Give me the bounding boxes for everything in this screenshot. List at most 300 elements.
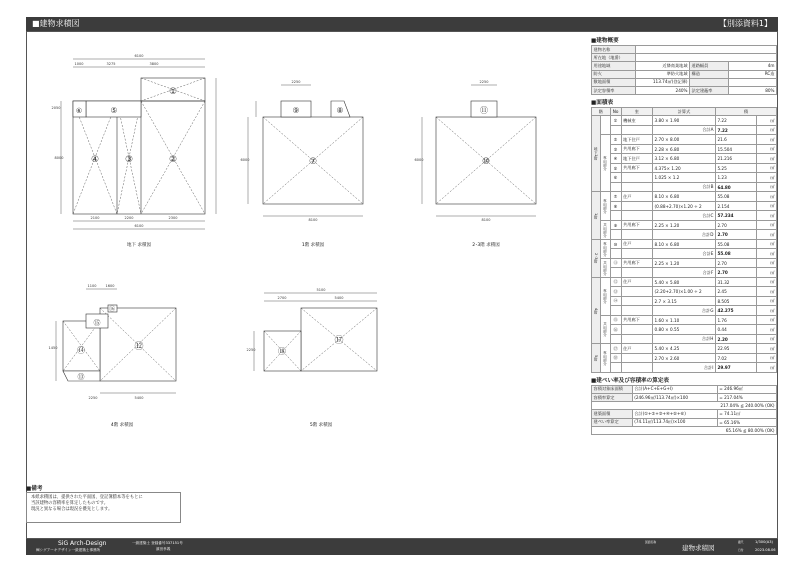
area-no <box>610 306 621 316</box>
area-room: 共用廊下 <box>621 163 652 173</box>
area-no: ⑯ <box>610 325 621 335</box>
area-unit: ㎡ <box>756 287 776 297</box>
area-calc: 合計I <box>653 363 716 373</box>
area-calc: 5.40 × 5.80 <box>653 277 716 287</box>
area-row <box>592 353 777 363</box>
area-calc: 2.70 × 2.60 <box>653 353 716 363</box>
ratio-result: 65.16% ≦ 80.00% (OK) <box>592 426 777 434</box>
room-18: ⑱ <box>278 347 286 356</box>
fourth-floor-plan <box>49 284 176 428</box>
area-room <box>621 230 652 240</box>
area-value: 1.76 <box>715 315 756 325</box>
overview-label: 敷地面積 <box>592 78 636 86</box>
overview-label: 法定容積率 <box>592 86 636 94</box>
area-no: ⑨ <box>610 220 621 230</box>
area-no <box>610 268 621 278</box>
fourth-dim-5: 1450 <box>48 346 58 350</box>
area-unit: ㎡ <box>756 353 776 363</box>
overview-value: 4m <box>728 62 776 70</box>
area-subtotal-row <box>592 268 777 278</box>
room-9: ⑨ <box>292 106 300 115</box>
use-cell: 共用部分 <box>601 315 610 344</box>
area-room <box>621 325 652 335</box>
scale-label: 縮尺 <box>738 540 744 544</box>
area-calc: 合計B <box>653 182 716 192</box>
area-no: ⑧ <box>610 201 621 211</box>
remarks-line: 現況と異なる場合は現況を優先とします。 <box>31 507 113 512</box>
area-value: 7.22 <box>715 125 756 135</box>
room-10: ⑩ <box>481 157 491 167</box>
attachment-ref: 【別添資料1】 <box>718 19 772 28</box>
area-calc: 2.25 × 1.20 <box>653 258 716 268</box>
use-cell: 専用部分 <box>601 277 610 315</box>
remarks-box <box>26 492 181 523</box>
use-cell: 専用部分 <box>601 135 610 192</box>
basement-plan <box>52 54 216 248</box>
area-unit: ㎡ <box>756 220 776 230</box>
area-unit: ㎡ <box>756 334 776 344</box>
ratio-result: 217.04% ≦ 240.00% (OK) <box>592 402 777 410</box>
area-value: 55.08 <box>715 239 756 249</box>
ratio-calc: (74.11㎡/113.74㎡)×100 <box>632 418 717 426</box>
use-cell: 専用部分 <box>601 344 610 373</box>
area-row <box>592 325 777 335</box>
second-dim-bottom: 8100 <box>481 218 491 222</box>
area-unit: ㎡ <box>756 154 776 164</box>
fifth-floor-plan <box>247 288 377 428</box>
room-17: ⑰ <box>334 336 344 346</box>
area-room <box>621 296 652 306</box>
area-subtotal-row <box>592 211 777 221</box>
room-4: ④ <box>90 155 100 165</box>
ratio-value: = 74.11㎡ <box>717 410 776 418</box>
use-cell: 専用部分 <box>601 239 610 258</box>
architect-license: 一級建築士 登録番号337151号 <box>132 541 183 545</box>
use-cell: 専用部分 <box>601 192 610 221</box>
room-16: ⑯ <box>108 306 116 313</box>
area-unit: ㎡ <box>756 230 776 240</box>
room-12: ⑫ <box>134 342 144 352</box>
area-calc: 合計H <box>653 334 716 344</box>
area-room <box>621 363 652 373</box>
area-unit: ㎡ <box>756 344 776 354</box>
area-value: 2.20 <box>715 334 756 344</box>
fourth-caption: 4階 求積図 <box>110 423 134 428</box>
area-unit: ㎡ <box>756 363 776 373</box>
area-no: ④ <box>610 154 621 164</box>
basement-dim-h: 8000 <box>54 156 64 160</box>
area-calc: 3.80 × 1.90 <box>653 116 716 126</box>
room-3: ③ <box>124 155 134 165</box>
ratio-calc: (246.96㎡/113.74㎡)×100 <box>632 394 717 402</box>
basement-dim-left: 2050 <box>51 106 61 110</box>
area-value: 1.23 <box>715 173 756 183</box>
area-value: 64.80 <box>715 182 756 192</box>
area-calc: 8.10 × 6.80 <box>653 192 716 202</box>
area-calc: 合計E <box>653 249 716 259</box>
ratio-row <box>592 402 777 410</box>
area-room: 機械室 <box>621 116 652 126</box>
room-8: ⑧ <box>336 106 344 115</box>
overview-value: RC造 <box>728 70 776 78</box>
first-dim-bottom: 8100 <box>308 218 318 222</box>
room-13: ⑬ <box>77 373 85 381</box>
area-no: ⑪ <box>610 258 621 268</box>
area-value: 22.95 <box>715 344 756 354</box>
area-calc: 8.10 × 6.80 <box>653 239 716 249</box>
overview-row <box>592 62 777 70</box>
floor-cell: 5階 <box>592 344 601 373</box>
overview-label: 用途地域 <box>592 62 636 70</box>
area-row <box>592 144 777 154</box>
area-row <box>592 116 777 126</box>
use-cell: 共用部分 <box>601 258 610 277</box>
basement-dim-b2: 2200 <box>124 216 134 220</box>
basement-caption: 地下 求積図 <box>127 243 151 248</box>
area-row <box>592 277 777 287</box>
date-label: 日付 <box>738 548 744 552</box>
first-caption: 1階 求積図 <box>301 243 325 248</box>
overview-value: 近隣商業地域 <box>636 62 690 70</box>
area-no <box>610 334 621 344</box>
area-calc: 2.25 × 1.20 <box>653 220 716 230</box>
area-unit: ㎡ <box>756 296 776 306</box>
col-floor: 階 <box>592 108 611 116</box>
area-room: 共用廊下 <box>621 144 652 154</box>
area-value: 57.234 <box>715 211 756 221</box>
area-row <box>592 296 777 306</box>
area-no <box>610 125 621 135</box>
area-value: 7.22 <box>715 116 756 126</box>
area-no: ⑫ <box>610 277 621 287</box>
area-no: ③ <box>610 144 621 154</box>
use-cell <box>601 116 610 135</box>
area-unit: ㎡ <box>756 211 776 221</box>
overview-value <box>636 46 777 54</box>
area-calc: (0.88+2.70)×1.20 ÷ 2 <box>653 201 716 211</box>
overview-value: 240% <box>636 86 690 94</box>
area-unit: ㎡ <box>756 173 776 183</box>
area-value: 21.216 <box>715 154 756 164</box>
area-no <box>610 211 621 221</box>
first-dim-h: 6000 <box>240 158 250 162</box>
area-unit: ㎡ <box>756 182 776 192</box>
area-value: 5.25 <box>715 163 756 173</box>
area-value: 7.02 <box>715 353 756 363</box>
ratio-value: = 217.04% <box>717 394 776 402</box>
area-calc: 1.025 × 1.2 <box>653 173 716 183</box>
overview-label: 法定建蔽率 <box>690 86 729 94</box>
fifth-dim-b: 5400 <box>334 296 344 300</box>
area-no: ⑤ <box>610 163 621 173</box>
fourth-dim-2: 1600 <box>105 284 115 288</box>
floor-cell: 地下1階 <box>592 116 601 192</box>
room-6: ⑥ <box>75 107 83 115</box>
area-subtotal-row <box>592 306 777 316</box>
basement-dim-c: 3800 <box>149 62 159 66</box>
first-floor-plan <box>241 80 363 248</box>
sheet-title: ■建物求積図 <box>32 19 80 28</box>
area-unit: ㎡ <box>756 135 776 145</box>
area-room: 共用廊下 <box>621 220 652 230</box>
ratio-label: 容積対象床面積 <box>592 385 633 393</box>
room-14: ⑭ <box>77 346 85 355</box>
area-value: 21.6 <box>715 135 756 145</box>
second-third-floor-plan <box>415 80 536 248</box>
area-room: 地下住戸 <box>621 135 652 145</box>
area-value: 2.70 <box>715 220 756 230</box>
area-no: ⑦ <box>610 192 621 202</box>
col-calc: 計算式 <box>653 108 716 116</box>
ratio-calc: 合計(A+C+E+G+I) <box>632 385 717 393</box>
area-row <box>592 287 777 297</box>
info-panel <box>591 34 777 435</box>
area-no: ⑩ <box>610 239 621 249</box>
fifth-dim-h: 2250 <box>246 348 256 352</box>
overview-table <box>591 45 777 95</box>
area-row <box>592 173 777 183</box>
area-room <box>621 201 652 211</box>
ratio-label: 容積率算定 <box>592 394 633 402</box>
area-no <box>610 182 621 192</box>
area-row <box>592 201 777 211</box>
area-unit: ㎡ <box>756 277 776 287</box>
area-value: 55.08 <box>715 249 756 259</box>
room-1: ① <box>168 87 178 97</box>
col-area: 積 <box>715 108 776 116</box>
area-no: ⑥ <box>610 173 621 183</box>
area-room: 地下住戸 <box>621 154 652 164</box>
area-unit: ㎡ <box>756 249 776 259</box>
ratio-value: = 65.16% <box>717 418 776 426</box>
area-room <box>621 182 652 192</box>
area-calc: 2.7 × 3.15 <box>653 296 716 306</box>
area-room <box>621 249 652 259</box>
overview-label <box>690 78 729 86</box>
second-caption: 2･3階 求積図 <box>472 243 500 248</box>
floor-cell: 4階 <box>592 277 601 344</box>
area-calc: 2.70 × 8.00 <box>653 135 716 145</box>
area-row <box>592 315 777 325</box>
area-room: 住戸 <box>621 277 652 287</box>
area-unit: ㎡ <box>756 201 776 211</box>
area-calc: 4.375× 1.20 <box>653 163 716 173</box>
overview-value: 80% <box>728 86 776 94</box>
drawing-title: 建物求積図 <box>682 544 715 552</box>
area-room: 共用廊下 <box>621 315 652 325</box>
ratio-calc: 合計(①+②+③+④+⑤+⑥) <box>632 410 717 418</box>
remarks-line: 当該建物の容積率を算定したものです。 <box>31 501 108 506</box>
ratio-table <box>591 385 777 435</box>
area-calc: 5.40 × 4.25 <box>653 344 716 354</box>
remarks-line: 本紙求積図は、提供された平面図、登記簿謄本等をもとに <box>31 495 143 500</box>
fourth-dim-4: 5400 <box>134 396 144 400</box>
area-calc: 1.60 × 1.10 <box>653 315 716 325</box>
area-unit: ㎡ <box>756 239 776 249</box>
overview-row <box>592 70 777 78</box>
first-dim-top: 2250 <box>291 80 301 84</box>
basement-dim-top: 6100 <box>134 54 144 58</box>
fourth-dim-1: 1100 <box>87 284 97 288</box>
area-value: 31.32 <box>715 277 756 287</box>
ratio-value: = 246.96㎡ <box>717 385 776 393</box>
overview-label: 構造 <box>690 70 729 78</box>
ratio-row <box>592 410 777 418</box>
area-no <box>610 249 621 259</box>
room-11: ⑪ <box>480 106 488 115</box>
area-row <box>592 220 777 230</box>
area-value: 29.97 <box>715 363 756 373</box>
area-unit: ㎡ <box>756 268 776 278</box>
overview-row <box>592 46 777 54</box>
area-row <box>592 154 777 164</box>
area-unit: ㎡ <box>756 315 776 325</box>
area-no <box>610 230 621 240</box>
overview-value: 準防火地域 <box>636 70 690 78</box>
basement-dim-b3: 2300 <box>168 216 178 220</box>
col-room: 室 <box>621 108 652 116</box>
second-dim-top: 2250 <box>479 80 489 84</box>
ratio-label: 建ぺい率算定 <box>592 418 633 426</box>
area-subtotal-row <box>592 230 777 240</box>
basement-dim-b: 3275 <box>106 62 116 66</box>
area-subtotal-row <box>592 182 777 192</box>
area-unit: ㎡ <box>756 306 776 316</box>
second-dim-h: 6000 <box>414 158 424 162</box>
company-name: SiG Arch-Design <box>58 540 107 547</box>
header-bar <box>26 17 778 31</box>
overview-heading: ■建物概要 <box>591 38 619 44</box>
area-no: ⑬ <box>610 287 621 297</box>
room-5: ⑤ <box>110 106 118 115</box>
ratio-row <box>592 394 777 402</box>
ratio-row <box>592 418 777 426</box>
architect-name: 濱田孝義 <box>156 547 171 551</box>
scale-value: 1/300(A3) <box>755 540 773 544</box>
area-no: ② <box>610 135 621 145</box>
area-row <box>592 258 777 268</box>
area-no: ⑱ <box>610 353 621 363</box>
col-no: No <box>610 108 621 116</box>
floor-plans-area <box>26 31 588 539</box>
fourth-dim-3: 2250 <box>88 396 98 400</box>
title-block <box>26 539 778 555</box>
overview-label: 道路幅員 <box>690 62 729 70</box>
area-calc: 合計D <box>653 230 716 240</box>
area-row <box>592 135 777 145</box>
basement-dim-b1: 2100 <box>90 216 100 220</box>
room-15: ⑮ <box>93 319 101 327</box>
area-heading: ■面積表 <box>591 100 614 107</box>
area-room <box>621 287 652 297</box>
date-value: 2023.08.06 <box>755 548 776 552</box>
floor-cell: 1階 <box>592 192 601 240</box>
overview-value <box>728 78 776 86</box>
overview-label: 建物名称 <box>592 46 636 54</box>
area-subtotal-row <box>592 249 777 259</box>
area-value: 0.44 <box>715 325 756 335</box>
overview-label: 所在地（地番） <box>592 54 636 62</box>
area-calc: 2.28 × 6.80 <box>653 144 716 154</box>
area-room <box>621 334 652 344</box>
area-no: ⑭ <box>610 296 621 306</box>
area-value: 2.45 <box>715 287 756 297</box>
area-row <box>592 239 777 249</box>
area-room: 住戸 <box>621 344 652 354</box>
area-room: 住戸 <box>621 239 652 249</box>
overview-row <box>592 86 777 94</box>
area-room <box>621 268 652 278</box>
area-unit: ㎡ <box>756 125 776 135</box>
area-unit: ㎡ <box>756 325 776 335</box>
area-calc: (2.20+2.70)×1.00 ÷ 2 <box>653 287 716 297</box>
area-unit: ㎡ <box>756 116 776 126</box>
area-value: 2.70 <box>715 268 756 278</box>
remarks-section <box>26 484 181 523</box>
area-unit: ㎡ <box>756 163 776 173</box>
area-table <box>591 107 777 373</box>
area-room: 共用廊下 <box>621 258 652 268</box>
basement-dim-a: 1000 <box>74 62 84 66</box>
area-value: 15.504 <box>715 144 756 154</box>
area-room <box>621 173 652 183</box>
overview-value: 113.74㎡(登記簿) <box>636 78 690 86</box>
area-no: ⑮ <box>610 315 621 325</box>
ratio-row <box>592 426 777 434</box>
floor-cell: 2･3階 <box>592 239 601 277</box>
overview-label: 防火 <box>592 70 636 78</box>
area-room <box>621 125 652 135</box>
company-subtitle: ㈱シグアーキデザイン一級建築士事務所 <box>36 548 101 552</box>
ratio-label: 建築面積 <box>592 410 633 418</box>
area-calc: 3.12 × 6.80 <box>653 154 716 164</box>
area-value: 8.505 <box>715 296 756 306</box>
drawing-name-label: 図面名称 <box>645 540 657 544</box>
basement-dim-total: 6100 <box>134 224 144 228</box>
area-row <box>592 163 777 173</box>
area-header-row <box>592 108 777 116</box>
area-subtotal-row <box>592 125 777 135</box>
remarks-heading: ■備考 <box>26 486 43 492</box>
room-7: ⑦ <box>308 157 318 167</box>
area-unit: ㎡ <box>756 258 776 268</box>
area-subtotal-row <box>592 363 777 373</box>
area-calc: 合計A <box>653 125 716 135</box>
area-calc: 合計C <box>653 211 716 221</box>
area-room <box>621 211 652 221</box>
ratio-row <box>592 385 777 393</box>
area-unit: ㎡ <box>756 192 776 202</box>
room-2: ② <box>168 155 178 165</box>
area-room <box>621 353 652 363</box>
use-cell: 共用部分 <box>601 220 610 239</box>
area-value: 55.08 <box>715 192 756 202</box>
overview-value <box>636 54 777 62</box>
area-unit: ㎡ <box>756 144 776 154</box>
area-subtotal-row <box>592 334 777 344</box>
ratio-heading: ■建ぺい率及び容積率の算定表 <box>591 377 670 384</box>
area-value: 2.70 <box>715 258 756 268</box>
area-value: 42.275 <box>715 306 756 316</box>
area-no: ① <box>610 116 621 126</box>
area-row <box>592 192 777 202</box>
area-row <box>592 344 777 354</box>
fifth-dim-total: 5100 <box>316 288 326 292</box>
area-calc: 0.80 × 0.55 <box>653 325 716 335</box>
overview-row <box>592 78 777 86</box>
area-value: 2.154 <box>715 201 756 211</box>
fifth-dim-a: 2700 <box>277 296 287 300</box>
